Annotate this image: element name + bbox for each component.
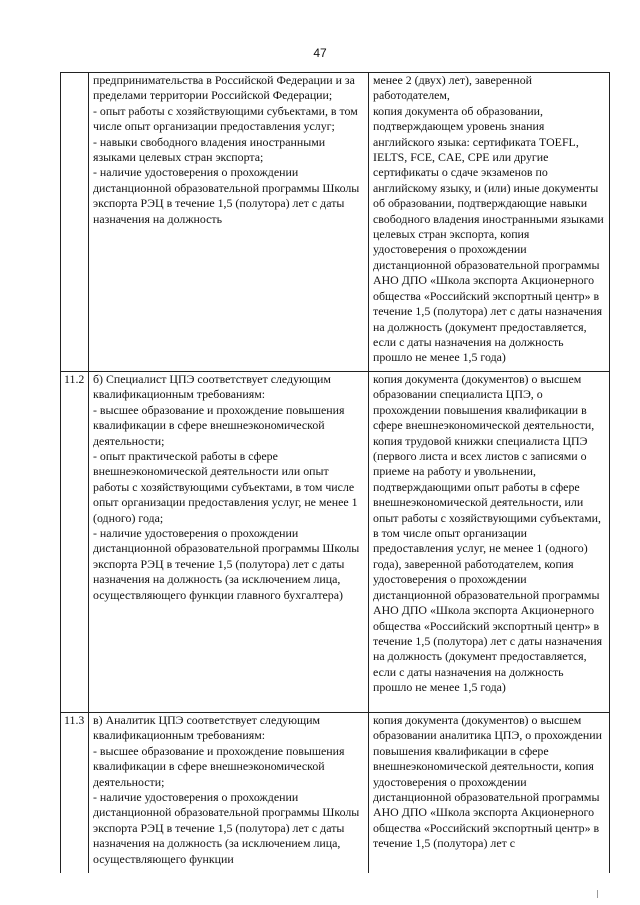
documents-cell: копия документа (документов) о высшем образовании специалиста ЦПЭ, о прохождении повышения квалификации в сфере внешнеэкономической деятельности, копия трудовой книжки специалиста ЦПЭ (первого листа и всех листов с записями о приеме на работу и увольнении, подтверждающими опыт работы в сфере внешнеэкономической деятельности, или опыт работы с хозяйствующими субъектами, в том числе опыт организации предоставления услуг, не менее 1 (одного) года), заверенной работодателем, копия удостоверения о прохождении дистанционной образовательной программы АНО ДПО «Школа экспорта Акционерного общества «Российский экспортный центр» в течение 1,5 (полутора) лет с даты назначения на должность (документ предоставляется, если с даты назначения на должность прошло не менее 1,5 года) [369, 372, 610, 713]
page-number: 47 [313, 46, 327, 60]
row-number-cell: 11.3 [61, 713, 89, 873]
requirements-table [60, 72, 610, 873]
documents-cell: менее 2 (двух) лет), заверенной работодателем, копия документа об образовании, подтверждающем уровень знания английского языка: сертификата TOEFL, IELTS, FCE, CAE, CPE или другие сертификаты о сдаче экзаменов по английскому языку, и (или) иные документы об образовании, подтверждающие навыки свободного владения иностранными языками целевых стран экспорта, копия удостоверения о прохождении дистанционной образовательной программы АНО ДПО «Школа экспорта Акционерного общества «Российский экспортный центр» в течение 1,5 (полутора) лет с даты назначения на должность (документ предоставляется, если с даты назначения на должность прошло не менее 1,5 года) [369, 73, 610, 372]
documents-cell: копия документа (документов) о высшем образовании аналитика ЦПЭ, о прохождении повышения квалификации в сфере внешнеэкономической деятельности, копия удостоверения о прохождении дистанционной образовательной программы АНО ДПО «Школа экспорта Акционерного общества «Российский экспортный центр» в течение 1,5 (полутора) лет с [369, 713, 610, 873]
scan-edge-mark [597, 890, 598, 898]
row-number-cell: 11.2 [61, 372, 89, 713]
table-row [61, 372, 610, 713]
requirement-cell: б) Специалист ЦПЭ соответствует следующим квалификационным требованиям: - высшее образование и прохождение повышения квалификации в сфере внешнеэкономической деятельности; - опыт практической работы в сфере внешнеэкономической деятельности или опыт работы с хозяйствующими субъектами, в том числе опыт организации предоставления услуг, не менее 1 (одного) года; - наличие удостоверения о прохождении дистанционной образовательной программы Школы экспорта РЭЦ в течение 1,5 (полутора) лет с даты назначения на должность (за исключением лица, осуществляющего функции главного бухгалтера) [89, 372, 369, 713]
table-row [61, 73, 610, 372]
requirement-cell: предпринимательства в Российской Федерации и за пределами территории Российской Федерации; - опыт работы с хозяйствующими субъектами, в том числе опыт организации предоставления услуг; - навыки свободного владения иностранными языками целевых стран экспорта; - наличие удостоверения о прохождении дистанционной образовательной программы Школы экспорта РЭЦ в течение 1,5 (полутора) лет с даты назначения на должность [89, 73, 369, 372]
table-row [61, 713, 610, 873]
row-number-cell [61, 73, 89, 372]
requirement-cell: в) Аналитик ЦПЭ соответствует следующим квалификационным требованиям: - высшее образование и прохождение повышения квалификации в сфере внешнеэкономической деятельности; - наличие удостоверения о прохождении дистанционной образовательной программы Школы экспорта РЭЦ в течение 1,5 (полутора) лет с даты назначения на должность (за исключением лица, осуществляющего функции [89, 713, 369, 873]
